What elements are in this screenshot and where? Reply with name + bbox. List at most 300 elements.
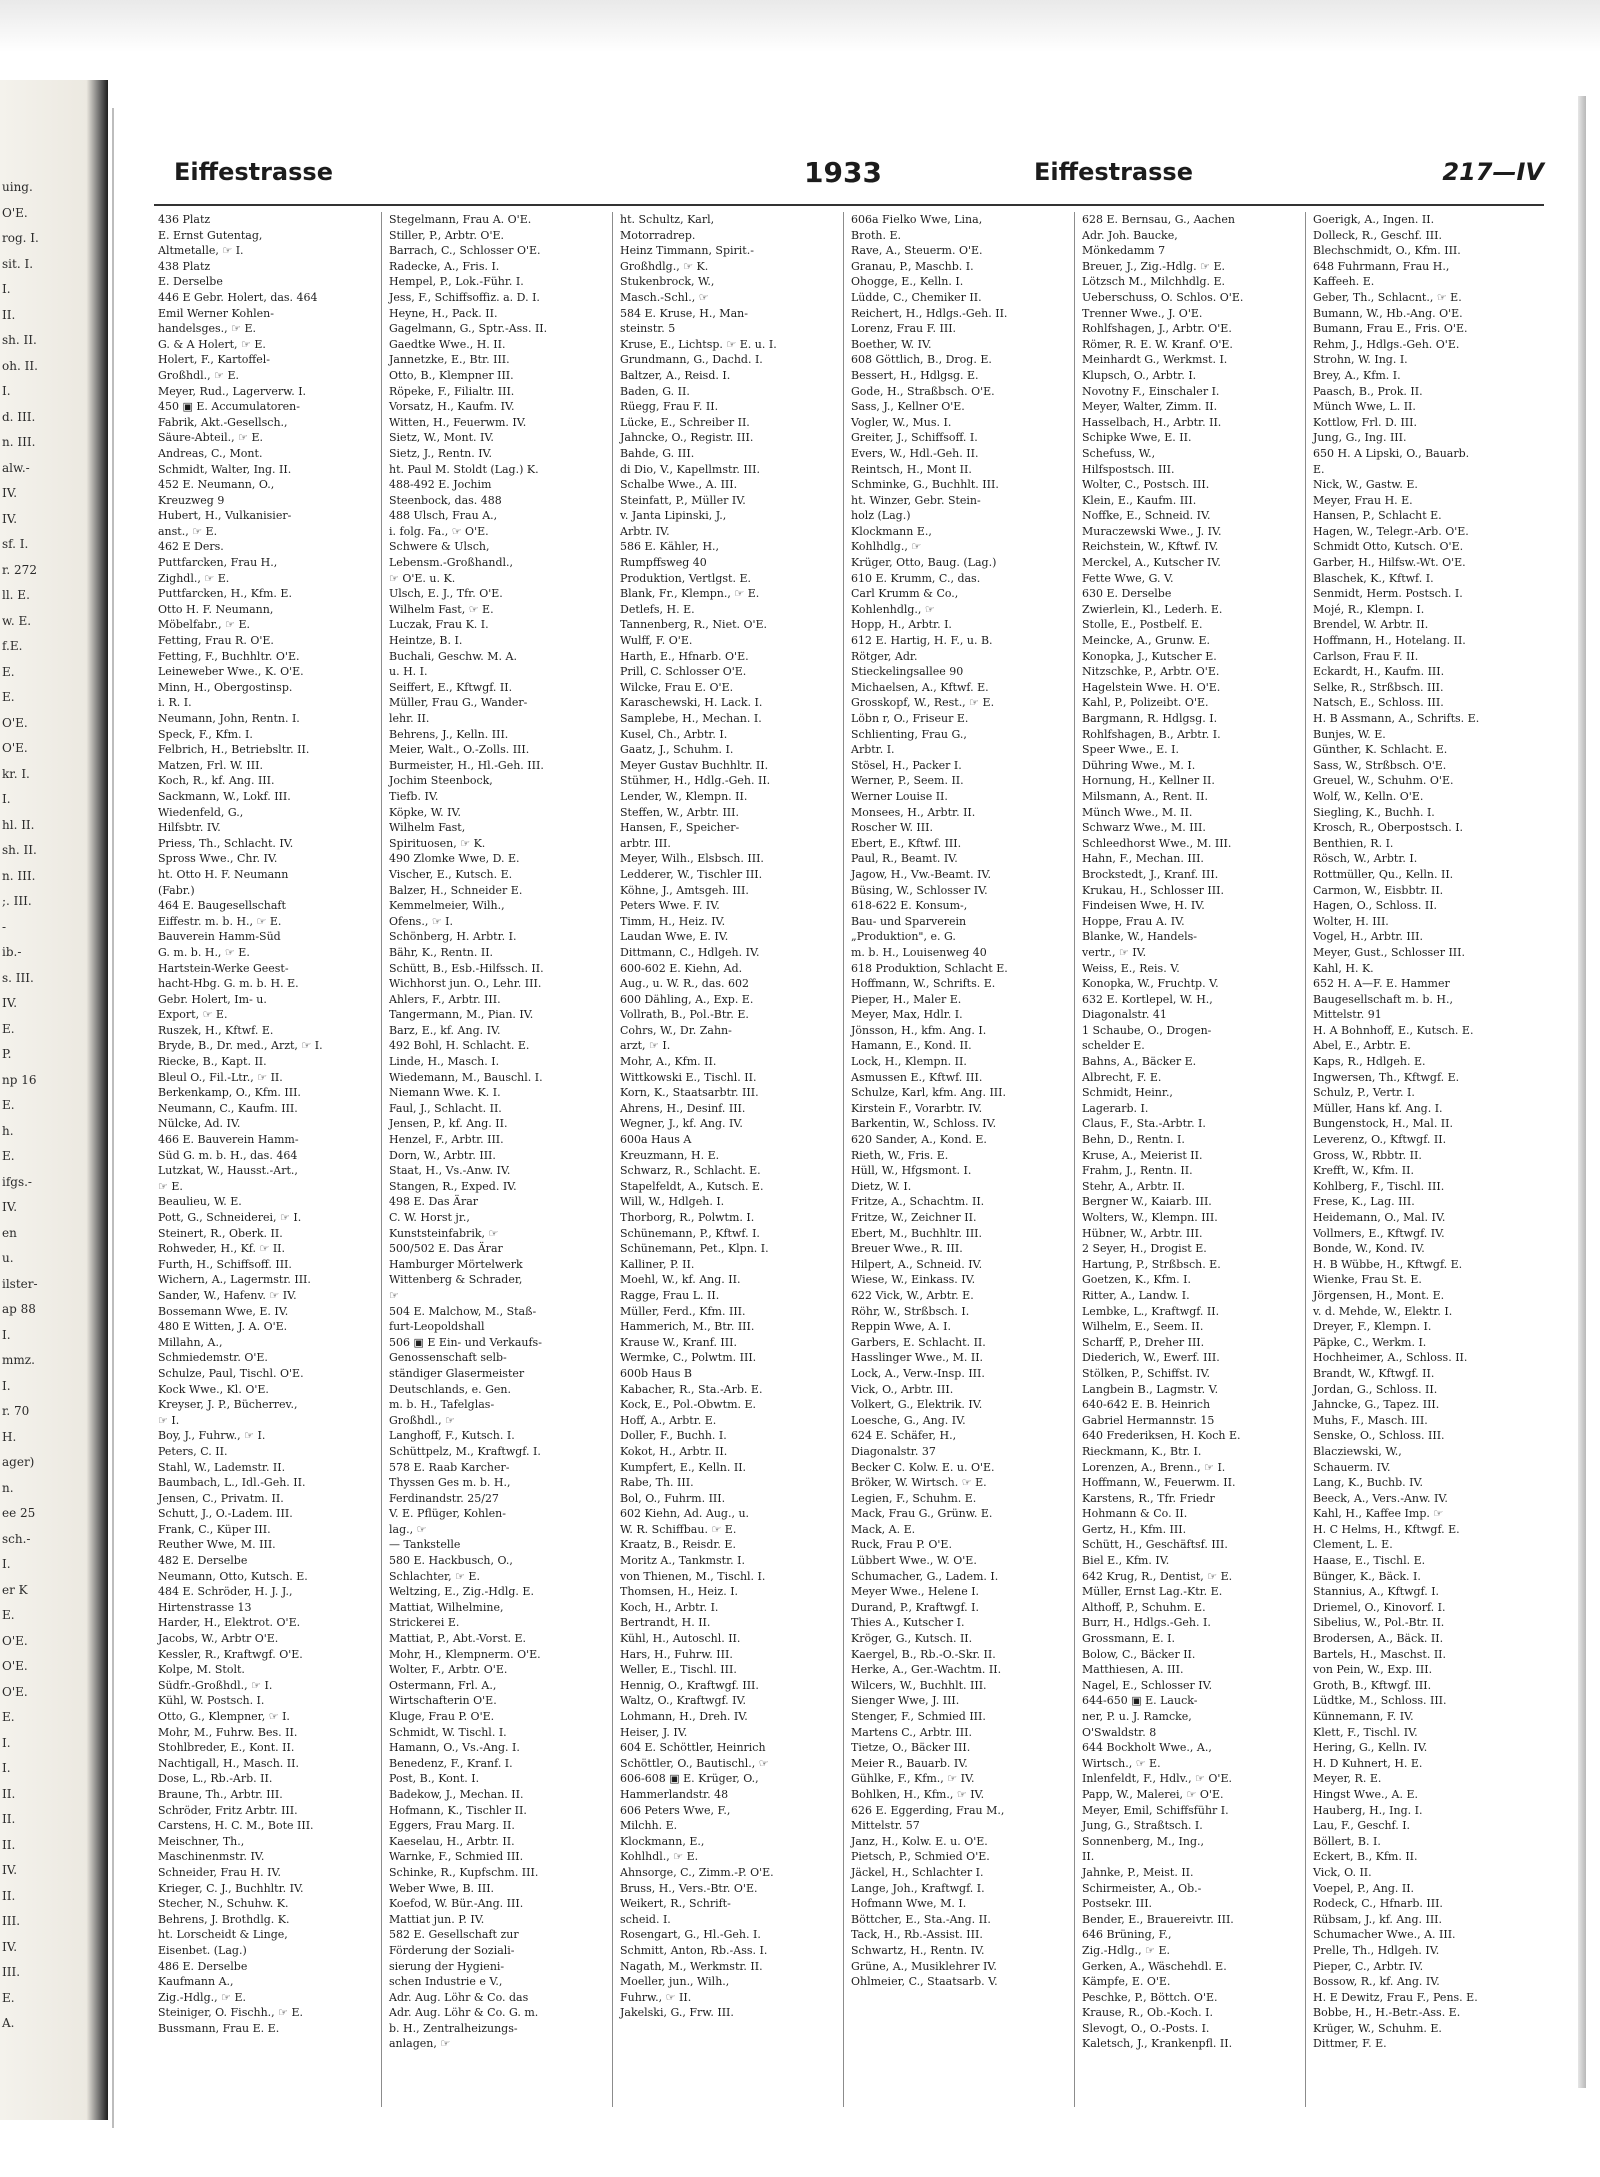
directory-entry: 652 H. A—F. E. Hammer <box>1313 977 1450 991</box>
facing-page-fragment: I. <box>2 1557 11 1571</box>
facing-page-fragment: I. <box>2 792 11 806</box>
directory-entry: Kaufmann A., <box>158 1975 234 1989</box>
directory-entry: Schütt, B., Esb.-Hilfssch. II. <box>389 961 544 975</box>
directory-entry: Jönsson, H., kfm. Ang. I. <box>851 1023 987 1037</box>
directory-entry: Badekow, J., Mechan. II. <box>389 1787 524 1801</box>
directory-entry: Schwartz, H., Rentn. IV. <box>851 1943 985 1957</box>
directory-entry: Samplebe, H., Mechan. I. <box>620 712 762 725</box>
directory-entry: Wittkowski E., Tischl. II. <box>620 1070 757 1084</box>
directory-entry: Müller, Ferd., Kfm. III. <box>620 1304 746 1318</box>
directory-entry: Speer Wwe., E. I. <box>1082 743 1179 757</box>
directory-entry: Mohr, M., Fuhrw. Bes. II. <box>158 1725 298 1739</box>
directory-entry: Stecher, N., Schuhw. K. <box>158 1897 289 1911</box>
directory-entry: 606a Fielko Wwe, Lina, <box>851 213 983 226</box>
directory-entry: Stolle, E., Postbelf. E. <box>1082 618 1203 632</box>
page-number: 217—IV <box>1442 158 1544 186</box>
directory-entry: Schmiedemstr. O'E. <box>158 1351 268 1365</box>
directory-entry: Burr, H., Hdlgs.-Geh. I. <box>1082 1616 1211 1630</box>
directory-entry: Tangermann, M., Pian. IV. <box>389 1008 534 1022</box>
directory-entry: Schminke, G., Buchhlt. III. <box>851 478 999 492</box>
directory-entry: Hingst Wwe., A. E. <box>1313 1787 1418 1801</box>
facing-page-fragment: IV. <box>2 1863 18 1877</box>
directory-entry: Schulze, Karl, kfm. Ang. III. <box>851 1086 1006 1100</box>
directory-entry: Müller, Frau G., Wander- <box>389 696 528 710</box>
directory-entry: Haase, E., Tischl. E. <box>1313 1554 1426 1568</box>
directory-entry: Eckert, B., Kfm. II. <box>1313 1850 1418 1864</box>
facing-page-fragment: P. <box>2 1047 12 1061</box>
directory-entry: „Produktion", e. G. <box>851 930 956 944</box>
directory-entry: 642 Krug, R., Dentist, ☞ E. <box>1082 1569 1233 1583</box>
directory-entry: 648 Fuhrmann, Frau H., <box>1313 259 1450 273</box>
directory-entry: Jahncke, G., Tapez. III. <box>1313 1398 1440 1412</box>
directory-entry: Vollrath, B., Pol.-Btr. E. <box>620 1008 749 1022</box>
directory-entry: Scharff, P., Dreher III. <box>1082 1335 1205 1349</box>
facing-page-fragment: sh. II. <box>2 843 37 857</box>
directory-entry: Hoffmann, H., Hotelang. II. <box>1313 634 1466 648</box>
directory-entry: Kock, E., Pol.-Obwtm. E. <box>620 1398 757 1412</box>
directory-entry: Luczak, Frau K. I. <box>389 618 489 632</box>
directory-entry: Vorsatz, H., Kaufm. IV. <box>389 400 515 414</box>
facing-page-fragment: E. <box>2 1990 15 2005</box>
directory-entry: Schefuss, W., <box>1082 446 1156 460</box>
directory-entry: ht. Paul M. Stoldt (Lag.) K. <box>389 462 539 476</box>
directory-entry: ☞ <box>389 1288 399 1302</box>
directory-entry: Ahrens, H., Desinf. III. <box>620 1101 746 1115</box>
facing-page-fragment: O'E. <box>2 1659 28 1673</box>
directory-entry: Hornung, H., Kellner II. <box>1082 774 1215 788</box>
directory-entry: Milsmann, A., Rent. II. <box>1082 789 1209 803</box>
directory-entry: 436 Platz <box>158 213 211 226</box>
directory-entry: Merckel, A., Kutscher IV. <box>1082 556 1221 570</box>
directory-entry: Kaffeeh. E. <box>1313 275 1375 289</box>
directory-entry: Nachtigall, H., Masch. II. <box>158 1756 299 1770</box>
facing-page-fragment: IV. <box>2 1939 18 1954</box>
directory-entry: Kraatz, B., Reisdr. E. <box>620 1538 736 1552</box>
facing-page-fragment: I. <box>2 1327 11 1342</box>
facing-page-fragment: alw.- <box>2 460 30 475</box>
directory-entry: 482 E. Derselbe <box>158 1554 248 1568</box>
directory-entry: Althoff, P., Schuhm. E. <box>1082 1600 1206 1614</box>
directory-entry: 620 Sander, A., Kond. E. <box>851 1133 987 1147</box>
facing-page-fragment: s. III. <box>2 970 34 985</box>
directory-entry: Kirstein F., Vorarbtr. IV. <box>851 1101 983 1115</box>
directory-entry: Jörgensen, H., Mont. E. <box>1313 1288 1445 1302</box>
directory-entry: Kusel, Ch., Arbtr. I. <box>620 727 728 741</box>
directory-entry: Bumann, Frau E., Fris. O'E. <box>1313 322 1468 336</box>
directory-entry: Diederich, W., Ewerf. III. <box>1082 1351 1220 1365</box>
directory-entry: H. A Bohnhoff, E., Kutsch. E. <box>1313 1023 1474 1037</box>
directory-entry: Wolter, C., Postsch. III. <box>1082 478 1210 492</box>
directory-entry: Nitzschke, P., Arbtr. O'E. <box>1082 665 1220 679</box>
directory-entry: Driemel, O., Kinovorf. I. <box>1313 1600 1446 1614</box>
directory-entry: Mojé, R., Klempn. I. <box>1313 602 1425 616</box>
directory-entry: Sietz, J., Rentn. IV. <box>389 446 493 460</box>
directory-entry: Brodersen, A., Bäck. II. <box>1313 1632 1444 1646</box>
directory-entry: Krause, R., Ob.-Koch. I. <box>1082 2006 1213 2020</box>
directory-entry: Rabe, Th. III. <box>620 1476 694 1490</box>
directory-entry: Ueberschuss, O. Schlos. O'E. <box>1082 290 1244 304</box>
directory-entry: Becker C. Kolw. E. u. O'E. <box>851 1460 995 1474</box>
directory-entry: Langhoff, F., Kutsch. I. <box>389 1429 515 1443</box>
directory-entry: Wiedenfeld, G., <box>158 805 244 819</box>
directory-entry: Linde, H., Masch. I. <box>389 1055 500 1069</box>
directory-entry: Meier, Walt., O.-Zolls. III. <box>389 743 530 757</box>
directory-entry: Timm, H., Heiz. IV. <box>620 914 726 928</box>
directory-entry: 600-602 E. Kiehn, Ad. <box>620 961 743 975</box>
directory-column <box>616 212 844 2107</box>
directory-entry: 586 E. Kähler, H., <box>620 540 720 554</box>
directory-entry: Kahl, H. K. <box>1313 961 1374 975</box>
directory-entry: Krüger, W., Schuhm. E. <box>1313 2021 1442 2035</box>
directory-entry: Bartels, H., Maschst. II. <box>1313 1647 1447 1661</box>
facing-page-fragment: IV. <box>2 996 18 1010</box>
directory-entry: 624 E. Schäfer, H., <box>851 1429 957 1443</box>
directory-entry: Beeck, A., Vers.-Anw. IV. <box>1313 1491 1448 1505</box>
directory-entry: Schipke Wwe, E. II. <box>1082 431 1192 445</box>
directory-entry: Hasslinger Wwe., M. II. <box>851 1351 984 1365</box>
directory-entry: Grossmann, E. I. <box>1082 1632 1175 1646</box>
directory-entry: Mittelstr. 57 <box>851 1819 920 1833</box>
directory-entry: II. <box>1082 1850 1095 1864</box>
directory-entry: Gaatz, J., Schuhm. I. <box>620 743 734 757</box>
directory-entry: 464 E. Baugesellschaft <box>158 899 286 913</box>
directory-entry: Gebr. Holert, Im- u. <box>158 992 267 1006</box>
directory-entry: Muhs, F., Masch. III. <box>1313 1413 1428 1427</box>
directory-entry: Faul, J., Schlacht. II. <box>389 1101 502 1115</box>
directory-entry: Adr. Aug. Löhr & Co. das <box>389 1990 529 2004</box>
directory-entry: Förderung der Soziali- <box>389 1943 515 1957</box>
directory-entry: Fette Wwe, G. V. <box>1082 571 1174 585</box>
facing-page-fragment: n. III. <box>2 435 36 449</box>
directory-entry: 600a Haus A <box>620 1133 692 1147</box>
directory-entry: Selke, R., Strßbsch. III. <box>1313 680 1444 694</box>
directory-entry: Bleul O., Fil.-Ltr., ☞ II. <box>158 1070 283 1084</box>
directory-entry: 484 E. Schröder, H. J. J., <box>158 1585 293 1599</box>
directory-entry: Bonde, W., Kond. IV. <box>1313 1242 1425 1256</box>
directory-entry: Altmetalle, ☞ I. <box>158 244 244 258</box>
directory-entry: Gaedtke Wwe., H. II. <box>389 337 506 351</box>
facing-page-fragment: II. <box>2 1786 16 1801</box>
directory-entry: Maschinenmstr. IV. <box>158 1850 265 1864</box>
directory-entry: Waltz, O., Kraftwgf. IV. <box>620 1694 747 1708</box>
directory-entry: Moritz A., Tankmstr. I. <box>620 1554 745 1568</box>
directory-entry: 630 E. Derselbe <box>1082 587 1172 601</box>
directory-entry: 632 E. Kortlepel, W. H., <box>1082 992 1213 1006</box>
directory-entry: i. folg. Fa., ☞ O'E. <box>389 524 489 538</box>
street-heading-left: Eiffestrasse <box>174 158 333 186</box>
directory-entry: Heiser, J. IV. <box>620 1725 688 1739</box>
directory-entry: Speck, F., Kfm. I. <box>158 727 253 741</box>
directory-entry: Kreuzmann, H. E. <box>620 1148 720 1162</box>
directory-entry: Jäckel, H., Schlachter I. <box>851 1865 984 1879</box>
facing-page-fragment: III. <box>2 1965 21 1979</box>
directory-entry: Rave, A., Steuerm. O'E. <box>851 244 983 258</box>
directory-entry: 492 Bohl, H. Schlacht. E. <box>389 1039 530 1053</box>
directory-entry: 626 E. Eggerding, Frau M., <box>851 1803 1005 1817</box>
directory-entry: Hirtenstrasse 13 <box>158 1600 252 1614</box>
directory-entry: 650 H. A Lipski, O., Bauarb. <box>1313 446 1470 460</box>
directory-entry: Vischer, E., Kutsch. E. <box>389 867 513 881</box>
directory-entry: Hilfspostsch. III. <box>1082 462 1175 476</box>
directory-entry: Günther, K. Schlacht. E. <box>1313 743 1448 757</box>
directory-entry: V. E. Pflüger, Kohlen- <box>389 1507 506 1521</box>
directory-entry: Produktion, Vertlgst. E. <box>620 571 751 585</box>
directory-entry: Bähr, K., Rentn. II. <box>389 945 494 959</box>
directory-entry: Bauverein Hamm-Süd <box>158 930 281 944</box>
directory-entry: Masch.-Schl., ☞ <box>620 290 709 304</box>
directory-entry: Moeller, jun., Wilh., <box>620 1975 730 1989</box>
directory-entry: Detlefs, H. E. <box>620 602 695 616</box>
directory-entry: 488 Ulsch, Frau A., <box>389 509 498 523</box>
directory-entry: Blacziewski, W., <box>1313 1444 1402 1458</box>
directory-entry: 612 E. Hartig, H. F., u. B. <box>851 634 993 648</box>
directory-entry: Grosskopf, W., Rest., ☞ E. <box>851 696 995 710</box>
facing-page-fragment: E. <box>2 664 15 679</box>
facing-page-fragment: I. <box>2 384 11 398</box>
directory-entry: Rumpffsweg 40 <box>620 556 707 570</box>
directory-entry: H. D Kuhnert, H. E. <box>1313 1756 1423 1770</box>
directory-entry: Granau, P., Maschb. I. <box>851 259 974 273</box>
directory-entry: Hübner, W., Arbtr. III. <box>1082 1226 1203 1240</box>
directory-entry: Breuer, J., Zig.-Hdlg. ☞ E. <box>1082 259 1226 273</box>
directory-entry: Martens C., Arbtr. III. <box>851 1725 972 1739</box>
directory-entry: Schwarz Wwe., M. III. <box>1082 821 1206 835</box>
directory-entry: 1 Schaube, O., Drogen- <box>1082 1023 1212 1037</box>
directory-entry: Vick, O., Arbtr. III. <box>851 1382 954 1396</box>
directory-entry: Findeisen Wwe, H. IV. <box>1082 899 1205 913</box>
directory-entry: Volkert, G., Elektrik. IV. <box>851 1398 983 1412</box>
directory-entry: Reppin Wwe, A. I. <box>851 1320 951 1334</box>
directory-entry: Thomsen, H., Heiz. I. <box>620 1585 739 1599</box>
directory-entry: steinstr. 5 <box>620 322 676 336</box>
directory-entry: Schumacher Wwe., A. III. <box>1313 1928 1456 1942</box>
directory-entry: Bossemann Wwe, E. IV. <box>158 1304 289 1318</box>
directory-entry: Süd G. m. b. H., das. 464 <box>158 1148 298 1162</box>
directory-entry: Behn, D., Rentn. I. <box>1082 1133 1185 1147</box>
directory-entry: arzt, ☞ I. <box>620 1039 671 1053</box>
directory-entry: Inlenfeldt, F., Hdlv., ☞ O'E. <box>1082 1772 1232 1786</box>
directory-entry: Arbtr. IV. <box>620 524 670 538</box>
directory-entry: Schmidt, Walter, Ing. II. <box>158 462 292 476</box>
facing-page-fragment: f.E. <box>2 639 23 653</box>
facing-page-fragment: - <box>2 919 7 934</box>
directory-entry: Post, B., Kont. I. <box>389 1772 480 1786</box>
directory-entry: Kluge, Frau P. O'E. <box>389 1710 495 1723</box>
directory-entry: Grüne, A., Musiklehrer IV. <box>851 1959 997 1973</box>
directory-entry: Muraczewski Wwe., J. IV. <box>1082 524 1222 538</box>
directory-entry: Kumpfert, E., Kelln. II. <box>620 1460 747 1474</box>
directory-entry: Hüll, W., Hfgsmont. I. <box>851 1164 972 1178</box>
directory-entry: Dose, L., Rb.-Arb. II. <box>158 1772 273 1786</box>
directory-entry: i. R. I. <box>158 696 192 710</box>
directory-entry: Nülcke, Ad. IV. <box>158 1117 241 1131</box>
directory-entry: handelsges., ☞ E. <box>158 322 257 336</box>
directory-entry: Stehr, A., Arbtr. II. <box>1082 1179 1185 1193</box>
directory-entry: Natsch, E., Schloss. III. <box>1313 696 1444 710</box>
directory-entry: Meyer, Rud., Lagerverw. I. <box>158 384 307 398</box>
directory-entry: H. E Dewitz, Frau F., Pens. E. <box>1313 1990 1478 2004</box>
directory-entry: Möbelfabr., ☞ E. <box>158 618 251 632</box>
directory-entry: 450 ▣ E. Accumulatoren- <box>158 400 300 414</box>
directory-entry: ☞ I. <box>158 1413 180 1427</box>
directory-entry: Arbtr. I. <box>851 743 895 757</box>
facing-page-fragment: III. <box>2 1914 21 1928</box>
directory-entry: Stukenbrock, W., <box>620 275 715 289</box>
directory-entry: Genossenschaft selb- <box>389 1351 507 1365</box>
directory-entry: Böttcher, E., Sta.-Ang. II. <box>851 1912 991 1926</box>
directory-entry: 584 E. Kruse, H., Man- <box>620 306 748 320</box>
directory-entry: arbtr. III. <box>620 836 671 850</box>
directory-entry: hacht-Hbg. G. m. b. H. E. <box>158 977 299 991</box>
directory-entry: E. <box>1313 462 1325 476</box>
directory-entry: Ragge, Frau L. II. <box>620 1288 720 1302</box>
directory-entry: Stühmer, H., Hdlg.-Geh. II. <box>620 774 771 788</box>
facing-page-fragment: II. <box>2 307 16 322</box>
page-edge-shadow <box>1578 96 1586 2088</box>
directory-entry: Heinz Timmann, Spirit.- <box>620 244 754 258</box>
directory-entry: Steffen, W., Arbtr. III. <box>620 805 739 819</box>
directory-entry: Barz, E., kf. Ang. IV. <box>389 1023 501 1037</box>
directory-entry: 606 Peters Wwe, F., <box>620 1803 731 1817</box>
directory-entry: Zig.-Hdlg., ☞ E. <box>158 1990 246 2004</box>
facing-page-fragment: I. <box>2 282 11 296</box>
directory-entry: Wolter, H. III. <box>1313 914 1389 928</box>
directory-entry: ☞ E. <box>158 1179 183 1193</box>
directory-entry: Ohogge, E., Kelln. I. <box>851 275 964 289</box>
directory-entry: Stölken, P., Schiffst. IV. <box>1082 1366 1211 1380</box>
directory-entry: Wichern, A., Lagermstr. III. <box>158 1273 311 1287</box>
directory-entry: Bahns, A., Bäcker E. <box>1082 1055 1197 1069</box>
directory-entry: Eiffestr. m. b. H., ☞ E. <box>158 914 282 928</box>
directory-entry: Mattiat jun. P. IV. <box>389 1912 485 1926</box>
directory-entry: Benthien, R. I. <box>1313 836 1394 850</box>
directory-entry: Gagelmann, G., Sptr.-Ass. II. <box>389 322 548 336</box>
directory-entry: Albrecht, F. E. <box>1082 1070 1162 1084</box>
directory-entry: Päpke, C., Werkm. I. <box>1313 1335 1427 1349</box>
directory-entry: Andreas, C., Mont. <box>158 446 263 460</box>
directory-entry: Ulsch, E. J., Tfr. O'E. <box>389 587 503 601</box>
directory-entry: Weltzing, E., Zig.-Hdlg. E. <box>389 1585 534 1599</box>
directory-entry: Diagonalstr. 37 <box>851 1444 936 1458</box>
facing-page-fragment: ap 88 <box>2 1302 36 1316</box>
directory-entry: Kreuzweg 9 <box>158 493 225 507</box>
directory-entry: Werner, P., Seem. II. <box>851 774 964 788</box>
directory-entry: Ruck, Frau P. O'E. <box>851 1538 952 1552</box>
directory-entry: Hofmann, K., Tischler II. <box>389 1803 527 1817</box>
directory-entry: Hoppe, Frau A. IV. <box>1082 914 1185 928</box>
directory-entry: Carl Krumm & Co., <box>851 587 959 601</box>
directory-entry: Hammerich, M., Btr. III. <box>620 1320 755 1334</box>
directory-entry: Kabacher, R., Sta.-Arb. E. <box>620 1382 763 1396</box>
directory-entry: Kohlenhdlg., ☞ <box>851 602 935 616</box>
directory-entry: Hars, H., Fuhrw. III. <box>620 1647 733 1661</box>
facing-page-fragment: n. III. <box>2 868 36 883</box>
directory-entry: Seiffert, E., Kftwgf. II. <box>389 680 513 694</box>
directory-entry: Loesche, G., Ang. IV. <box>851 1413 966 1427</box>
directory-entry: Schönberg, H. Arbtr. I. <box>389 930 517 944</box>
directory-entry: Kokot, H., Arbtr. II. <box>620 1444 728 1458</box>
facing-page-fragment: I. <box>2 1378 11 1393</box>
directory-entry: Wirtschafterin O'E. <box>389 1694 497 1708</box>
directory-entry: Rodeck, C., Hfnarb. III. <box>1313 1897 1443 1911</box>
directory-entry: Zighdl., ☞ E. <box>158 571 230 585</box>
directory-entry: Krukau, H., Schlosser III. <box>1082 883 1224 897</box>
directory-entry: Löbn r, O., Friseur E. <box>851 712 969 725</box>
directory-entry: 644 Bockholt Wwe., A., <box>1082 1741 1212 1755</box>
facing-page-fragment: kr. I. <box>2 766 30 781</box>
directory-entry: ner, P. u. J. Ramcke, <box>1082 1710 1192 1723</box>
directory-entry: 604 E. Schöttler, Heinrich <box>620 1741 766 1755</box>
directory-entry: Rüegg, Frau F. II. <box>620 400 719 414</box>
directory-columns <box>154 212 1544 2112</box>
directory-entry: Brandt, W., Kftwgf. II. <box>1313 1366 1435 1380</box>
directory-entry: Hagen, W., Telegr.-Arb. O'E. <box>1313 524 1469 538</box>
directory-entry: Schleedhorst Wwe., M. III. <box>1082 836 1232 850</box>
directory-entry: Diagonalstr. 41 <box>1082 1008 1167 1022</box>
directory-entry: Krüger, Otto, Baug. (Lag.) <box>851 556 997 570</box>
directory-entry: anst., ☞ E. <box>158 524 218 538</box>
directory-entry: vertr., ☞ IV. <box>1082 945 1147 959</box>
directory-entry: Kohlhdlg., ☞ <box>851 540 922 554</box>
directory-entry: Pieper, C., Arbtr. IV. <box>1313 1959 1424 1973</box>
directory-entry: 578 E. Raab Karcher- <box>389 1460 510 1474</box>
directory-entry: Stösel, H., Packer I. <box>851 758 962 772</box>
directory-entry: Blanke, W., Handels- <box>1082 930 1197 944</box>
directory-entry: — Tankstelle <box>389 1538 461 1552</box>
directory-entry: Langbein B., Lagmstr. V. <box>1082 1382 1219 1396</box>
directory-entry: 488-492 E. Jochim <box>389 478 492 492</box>
directory-entry: Aug., u. W. R., das. 602 <box>620 977 750 991</box>
facing-page-fragment: w. E. <box>2 613 32 628</box>
directory-entry: 466 E. Bauverein Hamm- <box>158 1133 299 1147</box>
facing-page-fragment: rog. I. <box>2 231 39 245</box>
directory-entry: Thyssen Ges m. b. H., <box>389 1476 511 1490</box>
directory-entry: Ebert, M., Buchhltr. III. <box>851 1226 983 1240</box>
directory-entry: 500/502 E. Das Ärar <box>389 1242 503 1256</box>
directory-entry: Gross, W., Rbbtr. II. <box>1313 1148 1422 1162</box>
directory-entry: Röhr, W., Strßbsch. I. <box>851 1304 970 1318</box>
directory-entry: Lange, Joh., Kraftwgf. I. <box>851 1881 985 1895</box>
directory-entry: Hochheimer, A., Schloss. II. <box>1313 1351 1468 1365</box>
directory-entry: Koch, H., Arbtr. I. <box>620 1600 719 1614</box>
directory-entry: Rehm, J., Hdlgs.-Geh. O'E. <box>1313 337 1460 351</box>
directory-entry: Ferdinandstr. 25/27 <box>389 1491 499 1505</box>
directory-entry: Reichert, H., Hdlgs.-Geh. II. <box>851 306 1008 320</box>
directory-entry: Schulze, Paul, Tischl. O'E. <box>158 1366 304 1380</box>
directory-entry: Peschke, P., Böttch. O'E. <box>1082 1990 1218 2004</box>
facing-page-fragment: oh. II. <box>2 358 38 373</box>
directory-entry: Papp, W., Malerei, ☞ O'E. <box>1082 1787 1224 1801</box>
directory-entry: 618-622 E. Konsum-, <box>851 899 968 913</box>
facing-page-fragment: er K <box>2 1582 28 1597</box>
directory-entry: von Pein, W., Exp. III. <box>1313 1663 1433 1677</box>
directory-entry: Buchali, Geschw. M. A. <box>389 649 517 663</box>
directory-entry: Rohlfshagen, B., Arbtr. I. <box>1082 727 1221 741</box>
directory-entry: Grundmann, G., Dachd. I. <box>620 353 763 367</box>
directory-entry: Dreyer, F., Klempn. I. <box>1313 1320 1432 1334</box>
directory-entry: Wilhelm Fast, ☞ E. <box>389 602 494 616</box>
directory-entry: 600b Haus B <box>620 1366 692 1380</box>
directory-entry: Wolf, W., Kelln. O'E. <box>1313 789 1424 803</box>
directory-entry: Lock, A., Verw.-Insp. III. <box>851 1366 985 1380</box>
directory-entry: Schüttpelz, M., Kraftwgf. I. <box>389 1444 541 1458</box>
directory-entry: Zwierlein, Kl., Lederh. E. <box>1082 602 1223 616</box>
directory-entry: Steenbock, das. 488 <box>389 493 502 507</box>
directory-entry: W. R. Schiffbau. ☞ E. <box>620 1522 737 1536</box>
directory-entry: Vogel, H., Arbtr. III. <box>1313 930 1423 944</box>
directory-entry: scheid. I. <box>620 1912 671 1926</box>
directory-entry: Jung, G., Straßtsch. I. <box>1082 1819 1203 1833</box>
